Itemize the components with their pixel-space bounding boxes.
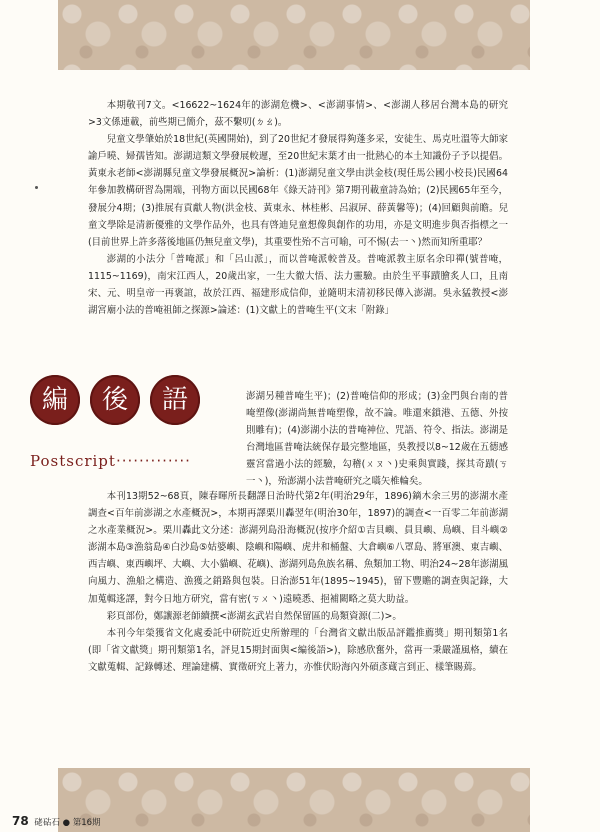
body-text-narrow bbox=[246, 388, 508, 491]
postscript-subtitle: Postscript‧‧‧‧‧‧‧‧‧‧‧‧‧ bbox=[30, 452, 191, 470]
body-text-upper bbox=[88, 97, 508, 319]
page-number: 78 bbox=[12, 814, 29, 828]
paragraph: 本刊今年榮獲省文化處委託中研院近史所辦理的「台灣省文獻出版品評鑑推薦獎」期刊類第1名(即「省文獻獎」期刊類第1名，評見15期封面與<編後語>)，除感欣奮外，當再一秉嚴謹風格，續在文獻蒐輯、記錄轉述、理論建構、實徵研究上著力，亦惟伏盼海內外碩彥蔵言到正、樣筆賜蔫。 bbox=[88, 627, 508, 673]
paragraph: 彩頁部份，鄭讓源老師續撰<澎湖玄武岩自然保留區的鳥類資源(二)>。 bbox=[106, 610, 402, 622]
paragraph: 兒童文學肇始於18世紀(英國開始)，到了20世紀才發展得夠蓬多采，安徒生、馬克吐溫等大師家諭戶曉、婦孺皆知。澎湖這類文學發展較遲，至20世紀末葉才由一批熱心的本土知識份子予以提倡。黃東永老師<澎湖縣兒童文學發展概況>論析：(1)澎湖兒童文學由洪金枝(現任馬公國小校長)民國64年參加教構研習為開端，刊物方面以民國68年《綠天詩刊》第7期刊載童詩為始；(2)民國65年至今，發展分4期；(3)推展有貢獻人物(洪金枝、黃東永、林桂彬、呂淑屏、薛黃馨等)；(4)回顧與前瞻。兒童文學除是清新優雅的文學作品外，也具有啓迪兒童想像與創作的功用，亦是文明進步與否指標之一(目前世界上許多落後地區仍無兒童文學)，其重要性殆不言可喻，可不惕(去一丶)然而知所重耶？ bbox=[88, 134, 508, 248]
journal-issue: 硓𥑮石 ● 第16期 bbox=[34, 818, 101, 828]
heading-char: 後 bbox=[90, 375, 140, 425]
decorative-floral-band-top bbox=[58, 0, 530, 70]
page-footer bbox=[12, 814, 101, 828]
paragraph: 澎湖的小法分「普唵派」和「呂山派」，而以普唵派較普及。普唵派教主原名余印禪(號普唵，1115~1169)，南宋江西人，20歲出家，一生大徹大悟、法力靈驗。由於生平事蹟膾炙人口，且南宋、元、明皇帝一再褒誼，故於江西、福建形成信仰，並隨明末清初移民傳入澎湖。吳永猛教授<澎湖宮廟小法的普唵祖師之探源>論述：(1)文獻上的普唵生平(文末「附錄」 bbox=[88, 253, 508, 317]
decorative-floral-band-bottom bbox=[58, 768, 530, 832]
paragraph: 澎湖另種普唵生平)；(2)普唵信仰的形成；(3)金門與台南的普唵塑像(澎湖尚無普唵塑像，故不論。唯還來鎖港、五德、外按則雕有)；(4)澎湖小法的普唵神位、咒語、符令、指法。澎湖是台灣地區普唵法統保存最完整地區，吳教授以8~12歲在五德感靈宮當過小法的經驗，勾稽(ㄨㄡ丶)史乘與實踐，探其奇蹟(ㄎ一丶)，殆澎湖小法普唵研究之嚆矢椎輪矣。 bbox=[246, 391, 508, 488]
paragraph: 本刊13期52~68頁，陳春暉所長翻譯日治時代第2年(明治29年，1896)鏑木余三男的澎湖水產調查<百年前澎湖之水產概況>，本期再譯栗川轟翌年(明治30年，1897)的調查<一百零二年前澎湖之水產業概況>。栗川轟此文分述：澎湖列島沿海概況(按序介紹①吉貝嶼、員貝嶼、鳥嶼、目斗嶼②澎湖本島③漁翁島④白沙島⑤姑婆嶼、陰嶼和陽嶼、虎井和桶盤、大倉嶼⑥八罩島、將軍澳、東吉嶼、西吉嶼、東西嶼坪、大嶼、大小貓嶼、花嶼)、澎湖列島魚族名稱、魚類加工物、明治24~28年澎湖風向風力、漁船之構造、漁獲之銷路與包裝。日治澎51年(1895~1945)，留下豐贍的調查與記錄，大加蒐輯迻譯，對今日地方研究，當有密(ㄎㄨ丶)遠曉悉、挹補闕略之莫大助益。 bbox=[88, 491, 508, 605]
heading-char: 編 bbox=[30, 375, 80, 425]
postscript-heading bbox=[30, 375, 200, 425]
body-text-lower bbox=[88, 488, 508, 676]
binding-mark bbox=[35, 186, 38, 189]
heading-char: 語 bbox=[150, 375, 200, 425]
paragraph: 本期敬刊7文。<16622~1624年的澎湖危機>、<澎湖事情>、<澎湖人移居台灣本島的研究>3文係連載，前些期已簡介，茲不繫叨(ㄉㄠ)。 bbox=[88, 100, 508, 129]
